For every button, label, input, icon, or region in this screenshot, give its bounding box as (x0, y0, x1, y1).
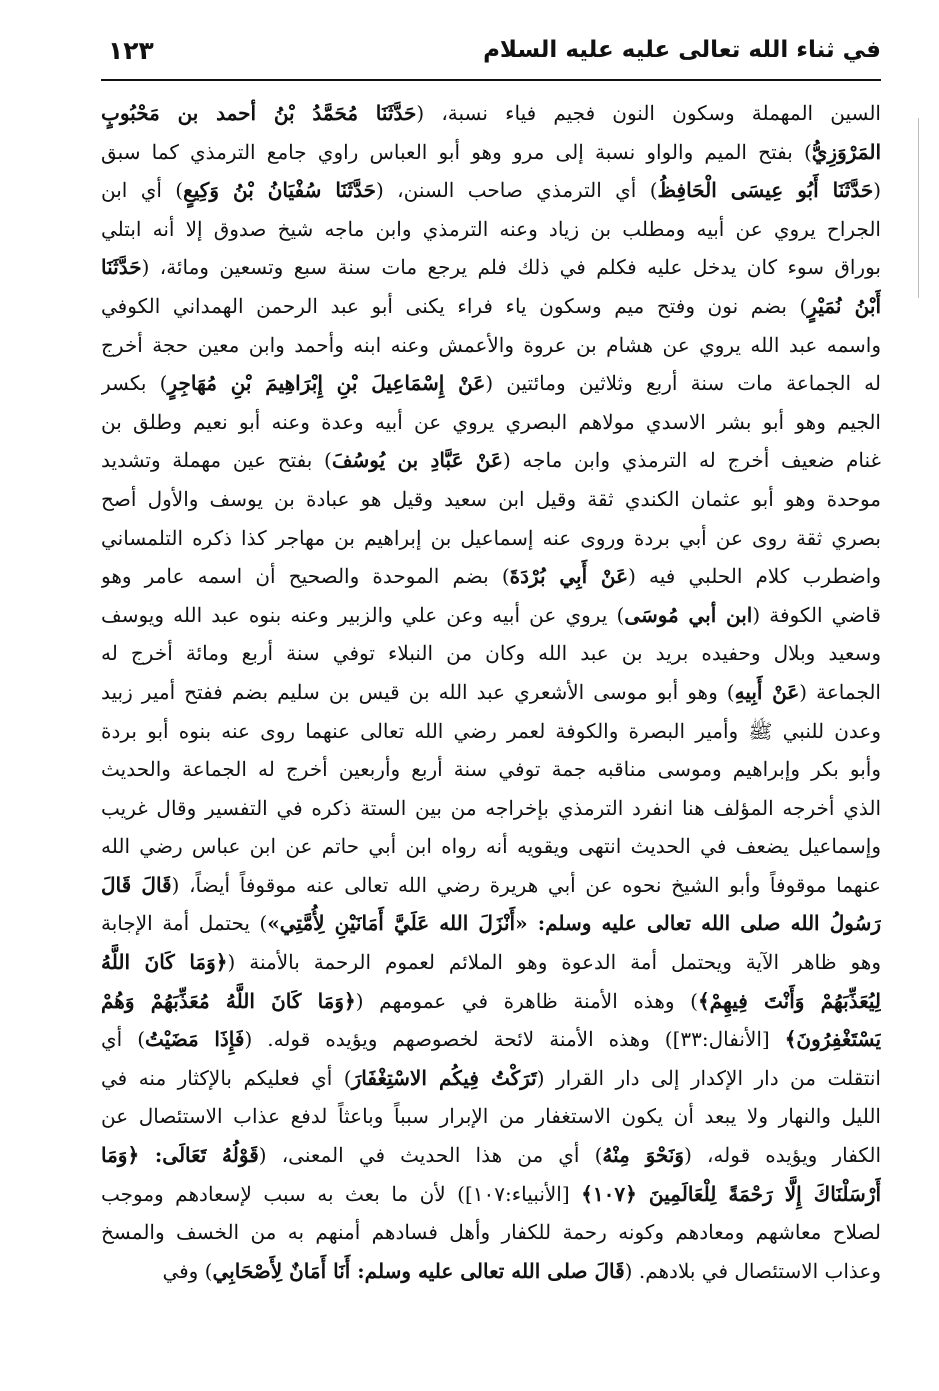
text-run: وسعيد وبلال وحفيده بريد بن عبد الله وكان من النبلاء توفي سنة أربع ومائة أخرج له (101, 641, 881, 666)
text-run: ) بضم الموحدة والصحيح أن اسمه عامر وهو (101, 564, 510, 589)
bold-text: تَرَكْتُ فِيكُم الاسْتِغْفَارَ (351, 1065, 537, 1090)
bold-text: حَدَّثَنَا مُحَمَّدُ بْنُ أحمد بن مَحْبُوبٍ (101, 101, 417, 125)
text-line (101, 943, 881, 982)
text-line (101, 866, 881, 905)
text-run: ) بفتح الميم والواو نسبة إلى مرو وهو أبو العباس راوي جامع الترمذي كما سبق (101, 139, 812, 164)
text-run: بوراق سوء كان يدخل عليه فكلم في ذلك فلم يرجع مات سنة سبع وتسعين ومائة، ( (141, 255, 881, 280)
text-run: موحدة وهو أبو عثمان الكندي ثقة وقيل ابن سعيد وقيل هو عبادة بن يوسف والأول أصح (101, 486, 881, 511)
header-rule (101, 79, 881, 81)
margin-mark (918, 118, 919, 298)
text-run: ( (873, 178, 881, 203)
text-line (101, 94, 881, 133)
text-run: لصلاح معاشهم ومعادهم وكونه رحمة للكفار وأهل فسادهم أمنهم به من الخسف والمسخ (101, 1220, 881, 1245)
text-line (101, 750, 881, 789)
text-run: ) أي فعليكم بالإكثار منه في (101, 1065, 352, 1090)
bold-text: وَنَحْوَ مِنْهُ (602, 1143, 685, 1168)
text-run: له الجماعة مات سنة أربع وثلاثين ومائتين ( (485, 371, 881, 396)
text-line (101, 364, 881, 403)
bold-text: عَنْ أَبِي بُرْدَةَ (509, 564, 629, 589)
text-line (101, 557, 881, 596)
text-run: ) أي ابن (101, 178, 184, 203)
text-run: الجماعة ( (799, 679, 881, 704)
text-run: الكفار ويؤيده قوله، ( (684, 1143, 881, 1168)
text-run: وهو ظاهر الآية ويحتمل أمة الدعوة وهو الملائم لعموم الرحمة بالأمنة ( (227, 950, 881, 975)
text-run: [الأنفال:٣٣]) وهذه الأمنة لائحة لخصوصهم ويؤيده قوله. ( (244, 1027, 785, 1052)
bold-text: حَدَّثَنَا (101, 255, 142, 280)
text-line (101, 1136, 881, 1175)
bold-text: عَنْ إِسْمَاعِيلَ بْنِ إِبْرَاهِيمَ بْنِ مُهَاجِرٍ (167, 371, 486, 396)
text-run: [الأنبياء:١٠٧]) لأن ما بعث به سبب لإسعادهم وموجب (101, 1181, 582, 1206)
text-run: واسمه عبد الله يروي عن هشام بن عروة والأعمش وعنه ابنه وأحمد وابن معين حجة أخرج (101, 332, 881, 357)
page-body (101, 94, 881, 1290)
bold-text: حَدَّثَنَا أَبُو عِيسَى الْحَافِظُ (657, 178, 874, 203)
text-line (101, 634, 881, 673)
bold-text: يَسْتَغْفِرُونَ﴾ (784, 1027, 881, 1052)
bold-text: قَوْلُهُ تَعَالَى: ﴿وَمَا (101, 1143, 259, 1168)
text-run: ) وهو أبو موسى الأشعري عبد الله بن قيس بن سليم بضم ففتح أمير زبيد (101, 679, 735, 704)
text-run: ) يحتمل أمة الإجابة (101, 911, 268, 936)
bold-text: أَبْنُ نُمَيْرٍ (807, 293, 881, 318)
bold-text: فَإِذَا مَضَيْتُ (145, 1027, 245, 1052)
text-run: وإسماعيل يضعف في الحديث انتهى ويقويه أنه رواه ابن أبي حاتم عن ابن عباس رضي الله (101, 834, 881, 859)
text-line (101, 982, 881, 1021)
bold-text: عَنْ عَبَّادِ بن يُوسُفَ (331, 448, 503, 473)
text-line (101, 673, 881, 712)
text-run: ) أي الترمذي صاحب السنن، ( (375, 178, 658, 203)
running-header (108, 30, 881, 70)
text-line (101, 1097, 881, 1136)
bold-text: ابن أبي مُوسَى (624, 602, 753, 627)
text-run: بصري ثقة روى عن أبي بردة وروى عنه إسماعيل بن إبراهيم بن مهاجر كذا ذكره التلمساني (101, 525, 881, 550)
text-line (101, 326, 881, 365)
text-run: ) أي من هذا الحديث في المعنى، ( (258, 1143, 603, 1168)
bold-text: قَالَ صلى الله تعالى عليه وسلم: أَنَا أَمَانٌ لِأَصْحَابِي (212, 1258, 625, 1283)
text-run: قاضي الكوفة ( (752, 602, 881, 627)
text-run: وعدن للنبي ﷺ وأمير البصرة والكوفة لعمر رضي الله تعالى عنهما روى عنه بنوه أبو بردة (101, 718, 881, 743)
text-run: وعذاب الاستئصال في بلادهم. ( (624, 1258, 881, 1283)
text-run: عنهما موقوفاً وأبو الشيخ نحوه عن أبي هريرة رضي الله تعالى عنه موقوفاً أيضاً، ( (171, 872, 881, 897)
text-line (101, 789, 881, 828)
text-line (101, 827, 881, 866)
bold-text: لِيُعَذِّبَهُمْ وَأَنْتَ فِيهِمْ﴾ (697, 988, 881, 1013)
bold-text: المَرْوَزِيُّ (811, 139, 881, 164)
text-run: ) أي (101, 1027, 146, 1052)
text-run: الليل والنهار ولا يبعد أن يكون الاستغفار من الإبرار سبباً وباعثاً لدفع عذاب الاستئصال عن (101, 1104, 881, 1129)
bold-text: حَدَّثَنَا سُفْيَانُ بْنُ وَكِيعٍ (183, 178, 376, 203)
text-run: واضطرب كلام الحلبي فيه ( (628, 564, 881, 589)
bold-text: أَرْسَلْنَاكَ إِلَّا رَحْمَةً لِلْعَالَمِينَ ﴿١٠٧﴾ (581, 1181, 881, 1206)
text-run: ) بفتح عين مهملة وتشديد (101, 448, 332, 473)
bold-text: عَنْ أَبِيهِ (734, 679, 800, 704)
text-run: الجراح يروي عن أبيه ومطلب بن زياد وعنه الترمذي وابن ماجه شيخ صدوق إلا أنه ابتلي (101, 216, 881, 241)
text-line (101, 1175, 881, 1214)
text-line (101, 1213, 881, 1252)
bold-text: قَالَ قَالَ (101, 872, 172, 897)
text-line (101, 1020, 881, 1059)
text-line (101, 403, 881, 442)
text-run: الذي أخرجه المؤلف هنا انفرد الترمذي بإخراجه من بين الستة ذكره في التفسير وقال غريب (101, 795, 881, 820)
text-run: ) وفي (162, 1258, 213, 1283)
text-run: ) بكسر (101, 371, 168, 396)
bold-text: ﴿وَمَا كَانَ اللَّهُ مُعَذِّبَهُمْ وَهُمْ (101, 988, 356, 1013)
page-number: ١٢٣ (108, 35, 154, 65)
text-run: وأبو بكر وإبراهيم وموسى مناقبه جمة توفي سنة أربع وأربعين أخرج له الجماعة والحديث (101, 757, 881, 782)
text-run: ) بضم نون وفتح ميم وسكون ياء فراء يكنى أبو عبد الرحمن الهمداني الكوفي (101, 293, 808, 318)
text-run: السين المهملة وسكون النون فجيم فياء نسبة، ( (416, 101, 881, 125)
text-line (101, 519, 881, 558)
text-run: غنام ضعيف أخرج له الترمذي وابن ماجه ( (502, 448, 881, 473)
text-line (101, 287, 881, 326)
text-run: انتقلت من دار الإكدار إلى دار القرار ( (536, 1065, 881, 1090)
text-line (101, 171, 881, 210)
text-line (101, 441, 881, 480)
text-line (101, 480, 881, 519)
bold-text: رَسُولُ الله صلى الله تعالى عليه وسلم: «أَنْزَلَ الله عَلَيَّ أَمَانَيْنِ لِأُمَّتِي» (267, 911, 881, 936)
text-line (101, 1252, 881, 1291)
text-line (101, 1059, 881, 1098)
text-run: ) يروي عن أبيه وعن علي والزبير وعنه بنوه عبد الله ويوسف (101, 602, 625, 627)
text-run: ) وهذه الأمنة ظاهرة في عمومهم ( (355, 988, 698, 1013)
text-line (101, 904, 881, 943)
text-line (101, 712, 881, 751)
text-line (101, 596, 881, 635)
bold-text: ﴿وَمَا كَانَ اللَّهُ (101, 950, 228, 975)
text-run: الجيم وهو أبو بشر الاسدي مولاهم البصري يروي عن أبيه وعدة وعنه أبو نعيم وطلق بن (101, 409, 881, 434)
text-line (101, 210, 881, 249)
text-line (101, 133, 881, 172)
text-line (101, 248, 881, 287)
chapter-title: في ثناء الله تعالى عليه عليه السلام (483, 37, 881, 63)
